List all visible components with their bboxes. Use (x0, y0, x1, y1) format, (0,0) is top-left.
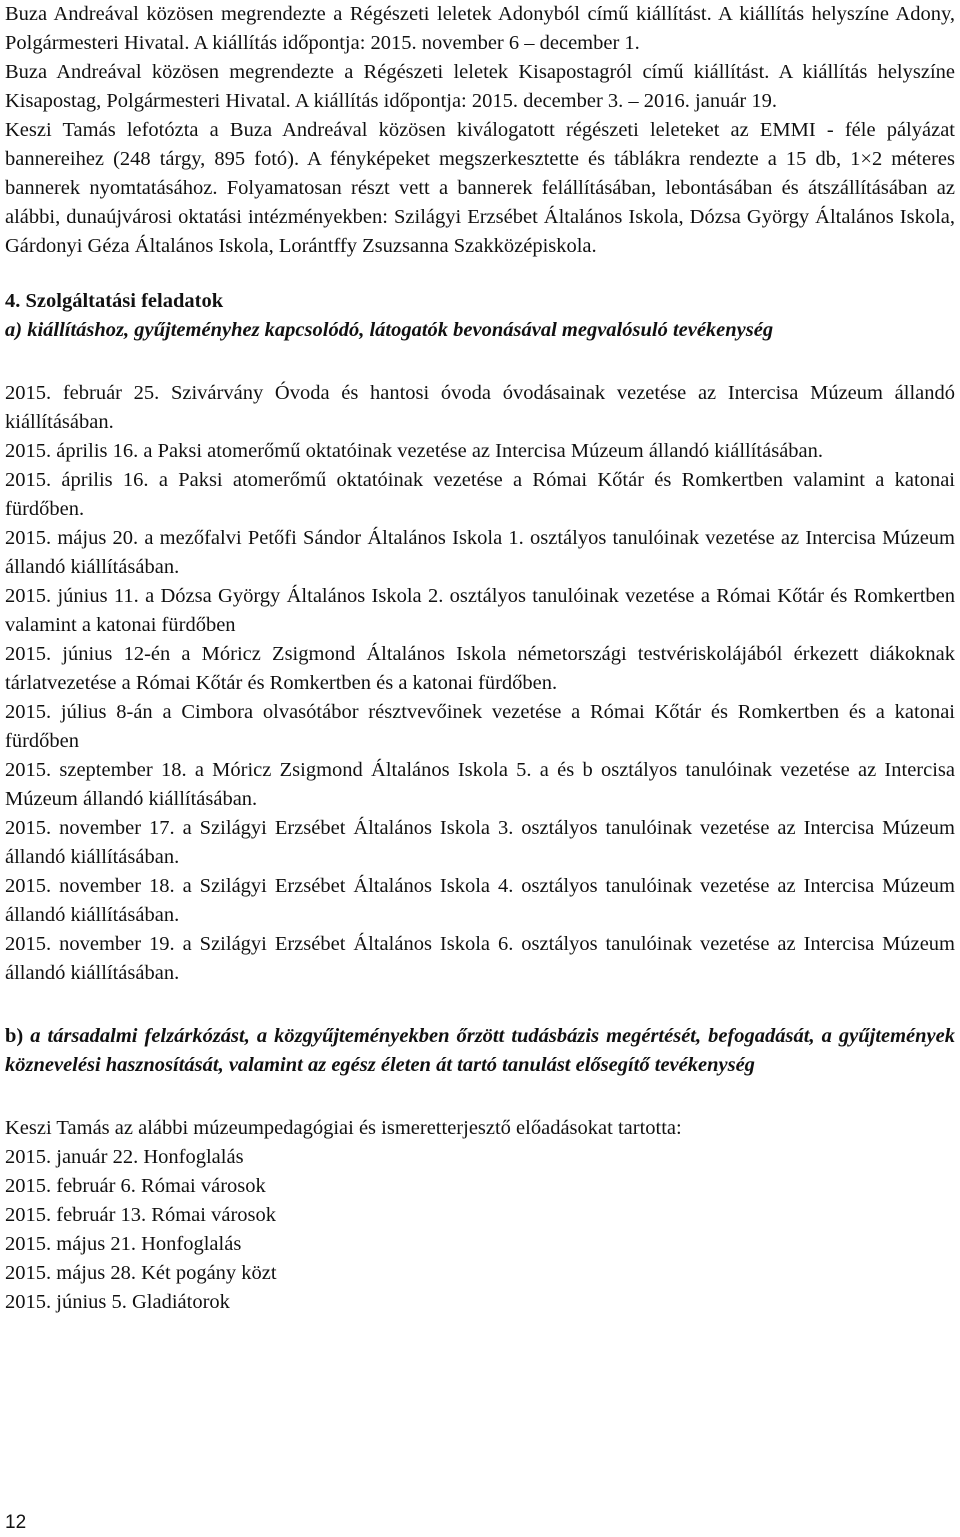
list-item: 2015. július 8-án a Cimbora olvasótábor résztvevőinek vezetése a Római Kőtár és Romkertben és a katonai fürdőben (5, 701, 955, 752)
event-list (5, 379, 955, 988)
subsection-b-heading (5, 1022, 955, 1080)
list-item: 2015. január 22. Honfoglalás (5, 1146, 244, 1168)
spacer (5, 988, 955, 1022)
list-item: 2015. szeptember 18. a Móricz Zsigmond Általános Iskola 5. a és b osztályos tanulóinak vezetése az Intercisa Múzeum állandó kiállításában. (5, 759, 955, 810)
list-item: 2015. november 18. a Szilágyi Erzsébet Általános Iskola 4. osztályos tanulóinak vezetése az Intercisa Múzeum állandó kiállításában. (5, 875, 955, 926)
spacer (5, 345, 955, 379)
list-item: 2015. május 21. Honfoglalás (5, 1233, 242, 1255)
list-item: 2015. február 13. Római városok (5, 1204, 276, 1226)
list-item: 2015. június 12-én a Móricz Zsigmond Általános Iskola németországi testvériskolájából érkezett diákoknak tárlatvezetése a Római Kőtár és Romkertben és a katonai fürdőben. (5, 643, 955, 694)
page-number: 12 (5, 1512, 27, 1533)
list-item: 2015. április 16. a Paksi atomerőmű oktatóinak vezetése a Római Kőtár és Romkertben valamint a katonai fürdőben. (5, 469, 955, 520)
subsection-b-letter: b) (5, 1025, 24, 1047)
intro-paragraph-banners: Keszi Tamás lefotózta a Buza Andreával közösen kiválogatott régészeti leleteket az EMMI - féle pályázat bannereihez (248 tárgy, 895 fotó). A fényképeket megszerkesztette és táblákra rendezte a 15 db, 1×2 méteres bannerek nyomtatásához. Folyamatosan részt vett a bannerek felállításában, lebontásában és átszállításában az alábbi, dunaújvárosi oktatási intézményekben: Szilágyi Erzsébet Általános Iskola, Dózsa György Általános Iskola, Gárdonyi Géza Általános Iskola, Lorántffy Zsuzsanna Szakközépiskola. (5, 119, 955, 257)
list-item: 2015. május 20. a mezőfalvi Petőfi Sándor Általános Iskola 1. osztályos tanulóinak vezetése az Intercisa Múzeum állandó kiállításában. (5, 527, 955, 578)
list-item: 2015. április 16. a Paksi atomerőmű oktatóinak vezetése az Intercisa Múzeum állandó kiállításában. (5, 440, 824, 462)
intro-paragraph-kisapostag: Buza Andreával közösen megrendezte a Régészeti leletek Kisapostagról című kiállítást. A kiállítás helyszíne Kisapostag, Polgármesteri Hivatal. A kiállítás időpontja: 2015. december 3. – 2016. január 19. (5, 61, 955, 112)
subsection-a-heading: a) kiállításhoz, gyűjteményhez kapcsolódó, látogatók bevonásával megvalósuló tevékenység (5, 319, 774, 341)
subsection-b-text: a társadalmi felzárkózást, a közgyűjteményekben őrzött tudásbázis megértését, befogadását, a gyűjtemények köznevelési hasznosítását, valamint az egész életen át tartó tanulást elősegítő tevékenység (5, 1025, 956, 1076)
section-heading: 4. Szolgáltatási feladatok (5, 290, 224, 312)
list-item: 2015. november 19. a Szilágyi Erzsébet Általános Iskola 6. osztályos tanulóinak vezetése az Intercisa Múzeum állandó kiállításában. (5, 933, 955, 984)
list-item: 2015. június 11. a Dózsa György Általános Iskola 2. osztályos tanulóinak vezetése a Római Kőtár és Romkertben valamint a katonai fürdőben (5, 585, 955, 636)
lectures-intro: Keszi Tamás az alábbi múzeumpedagógiai és ismeretterjesztő előadásokat tartotta: (5, 1117, 682, 1139)
spacer (5, 261, 955, 287)
list-item: 2015. február 25. Szivárvány Óvoda és hantosi óvoda óvodásainak vezetése az Intercisa Múzeum állandó kiállításában. (5, 382, 955, 433)
list-item: 2015. június 5. Gladiátorok (5, 1291, 230, 1313)
list-item: 2015. november 17. a Szilágyi Erzsébet Általános Iskola 3. osztályos tanulóinak vezetése az Intercisa Múzeum állandó kiállításában. (5, 817, 955, 868)
spacer (5, 1080, 955, 1114)
document-page (5, 0, 955, 1317)
list-item: 2015. február 6. Római városok (5, 1175, 266, 1197)
list-item: 2015. május 28. Két pogány közt (5, 1262, 277, 1284)
lecture-list (5, 1143, 955, 1317)
intro-paragraph-adony: Buza Andreával közösen megrendezte a Régészeti leletek Adonyból című kiállítást. A kiállítás helyszíne Adony, Polgármesteri Hivatal. A kiállítás időpontja: 2015. november 6 – december 1. (5, 3, 955, 54)
